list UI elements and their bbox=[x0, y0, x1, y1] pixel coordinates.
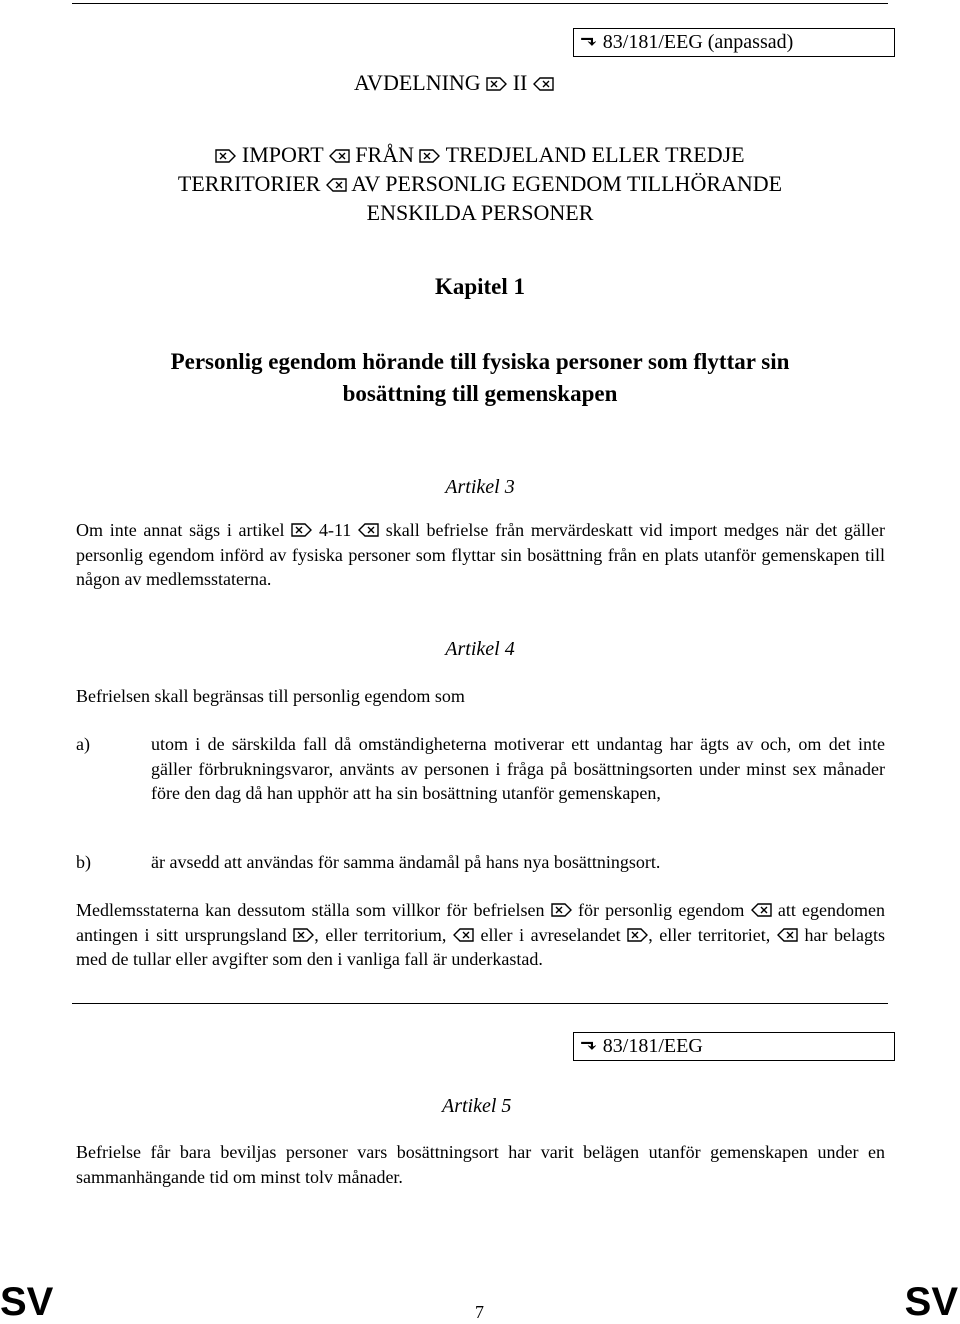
list-item-b: är avsedd att användas för samma ändamål på hans nya bosättningsort. bbox=[151, 852, 661, 872]
chapter-title: Personlig egendom hörande till fysiska personer som flyttar sin bosättning till gemenskapen bbox=[170, 349, 790, 406]
insertion-end-marker-icon bbox=[329, 149, 350, 163]
insertion-end-marker-icon bbox=[751, 903, 772, 917]
insertion-start-marker-icon bbox=[291, 523, 312, 537]
article-3-text: Om inte annat sägs i artikel 4-11 skall befrielse från mervärdeskatt vid import medges när det gäller personlig egendom införd av fysiska personer som flyttar sin bosättning från en plats utanför gemenskapen till någon av medlemsstaterna. bbox=[76, 520, 886, 589]
article-5-text: Befrielse får bara beviljas personer vars bosättningsort har varit belägen utanför gemenskapen under en sammanhängande tid om minst tolv månader. bbox=[76, 1142, 885, 1187]
list-item-a: utom i de särskilda fall då omständigheterna motiverar ett undantag har ägts av och, om det inte gäller förbrukningsvaror, använts av personen i fråga på bosättningsorten under minst sex månader före den dag då han upphör att ha sin bosättning utanför gemenskapen, bbox=[151, 734, 885, 803]
article-4-intro: Befrielsen skall begränsas till personlig egendom som bbox=[76, 686, 465, 706]
section-title: IMPORT FRÅN TREDJELAND ELLER TREDJE TERRITORIER AV PERSONLIG EGENDOM TILLHÖRANDE ENSKILDA PERSONER bbox=[177, 142, 783, 225]
insertion-start-marker-icon bbox=[215, 149, 236, 163]
amendment-reference-box bbox=[573, 28, 895, 57]
section-separator-rule bbox=[72, 1003, 888, 1004]
down-arrow-icon: ⬎ bbox=[580, 1035, 597, 1057]
article-4-paragraph: Medlemsstaterna kan dessutom ställa som villkor för befrielsen för personlig egendom att egendomen antingen i sitt ursprungsland , eller territorium, eller i avreselandet , eller territoriet, har belagts med de tullar eller avgifter som den i vanliga fall är underkastad. bbox=[76, 900, 886, 969]
page-number: 7 bbox=[475, 1302, 484, 1322]
insertion-end-marker-icon bbox=[326, 178, 347, 192]
down-arrow-icon: ⬎ bbox=[580, 31, 597, 53]
reference-text: 83/181/EEG bbox=[602, 1035, 703, 1057]
chapter-heading: Kapitel 1 bbox=[434, 274, 526, 299]
insertion-start-marker-icon bbox=[486, 77, 507, 91]
article-3-heading: Artikel 3 bbox=[445, 476, 515, 498]
insertion-end-marker-icon bbox=[453, 928, 474, 942]
article-5-heading: Artikel 5 bbox=[442, 1095, 512, 1117]
insertion-end-marker-icon bbox=[358, 523, 379, 537]
article-4-heading: Artikel 4 bbox=[445, 638, 515, 660]
insertion-start-marker-icon bbox=[627, 928, 648, 942]
source-reference-box bbox=[573, 1032, 895, 1061]
insertion-end-marker-icon bbox=[533, 77, 554, 91]
list-label-a: a) bbox=[76, 734, 90, 754]
insertion-start-marker-icon bbox=[551, 903, 572, 917]
list-label-b: b) bbox=[76, 852, 91, 872]
insertion-start-marker-icon bbox=[419, 149, 440, 163]
section-heading: AVDELNING II bbox=[354, 68, 554, 97]
footer-language-left: SV bbox=[0, 1280, 54, 1324]
insertion-start-marker-icon bbox=[293, 928, 314, 942]
footer-language-right: SV bbox=[904, 1280, 958, 1324]
top-rule bbox=[72, 3, 888, 4]
insertion-end-marker-icon bbox=[777, 928, 798, 942]
reference-text: 83/181/EEG (anpassad) bbox=[602, 31, 794, 53]
